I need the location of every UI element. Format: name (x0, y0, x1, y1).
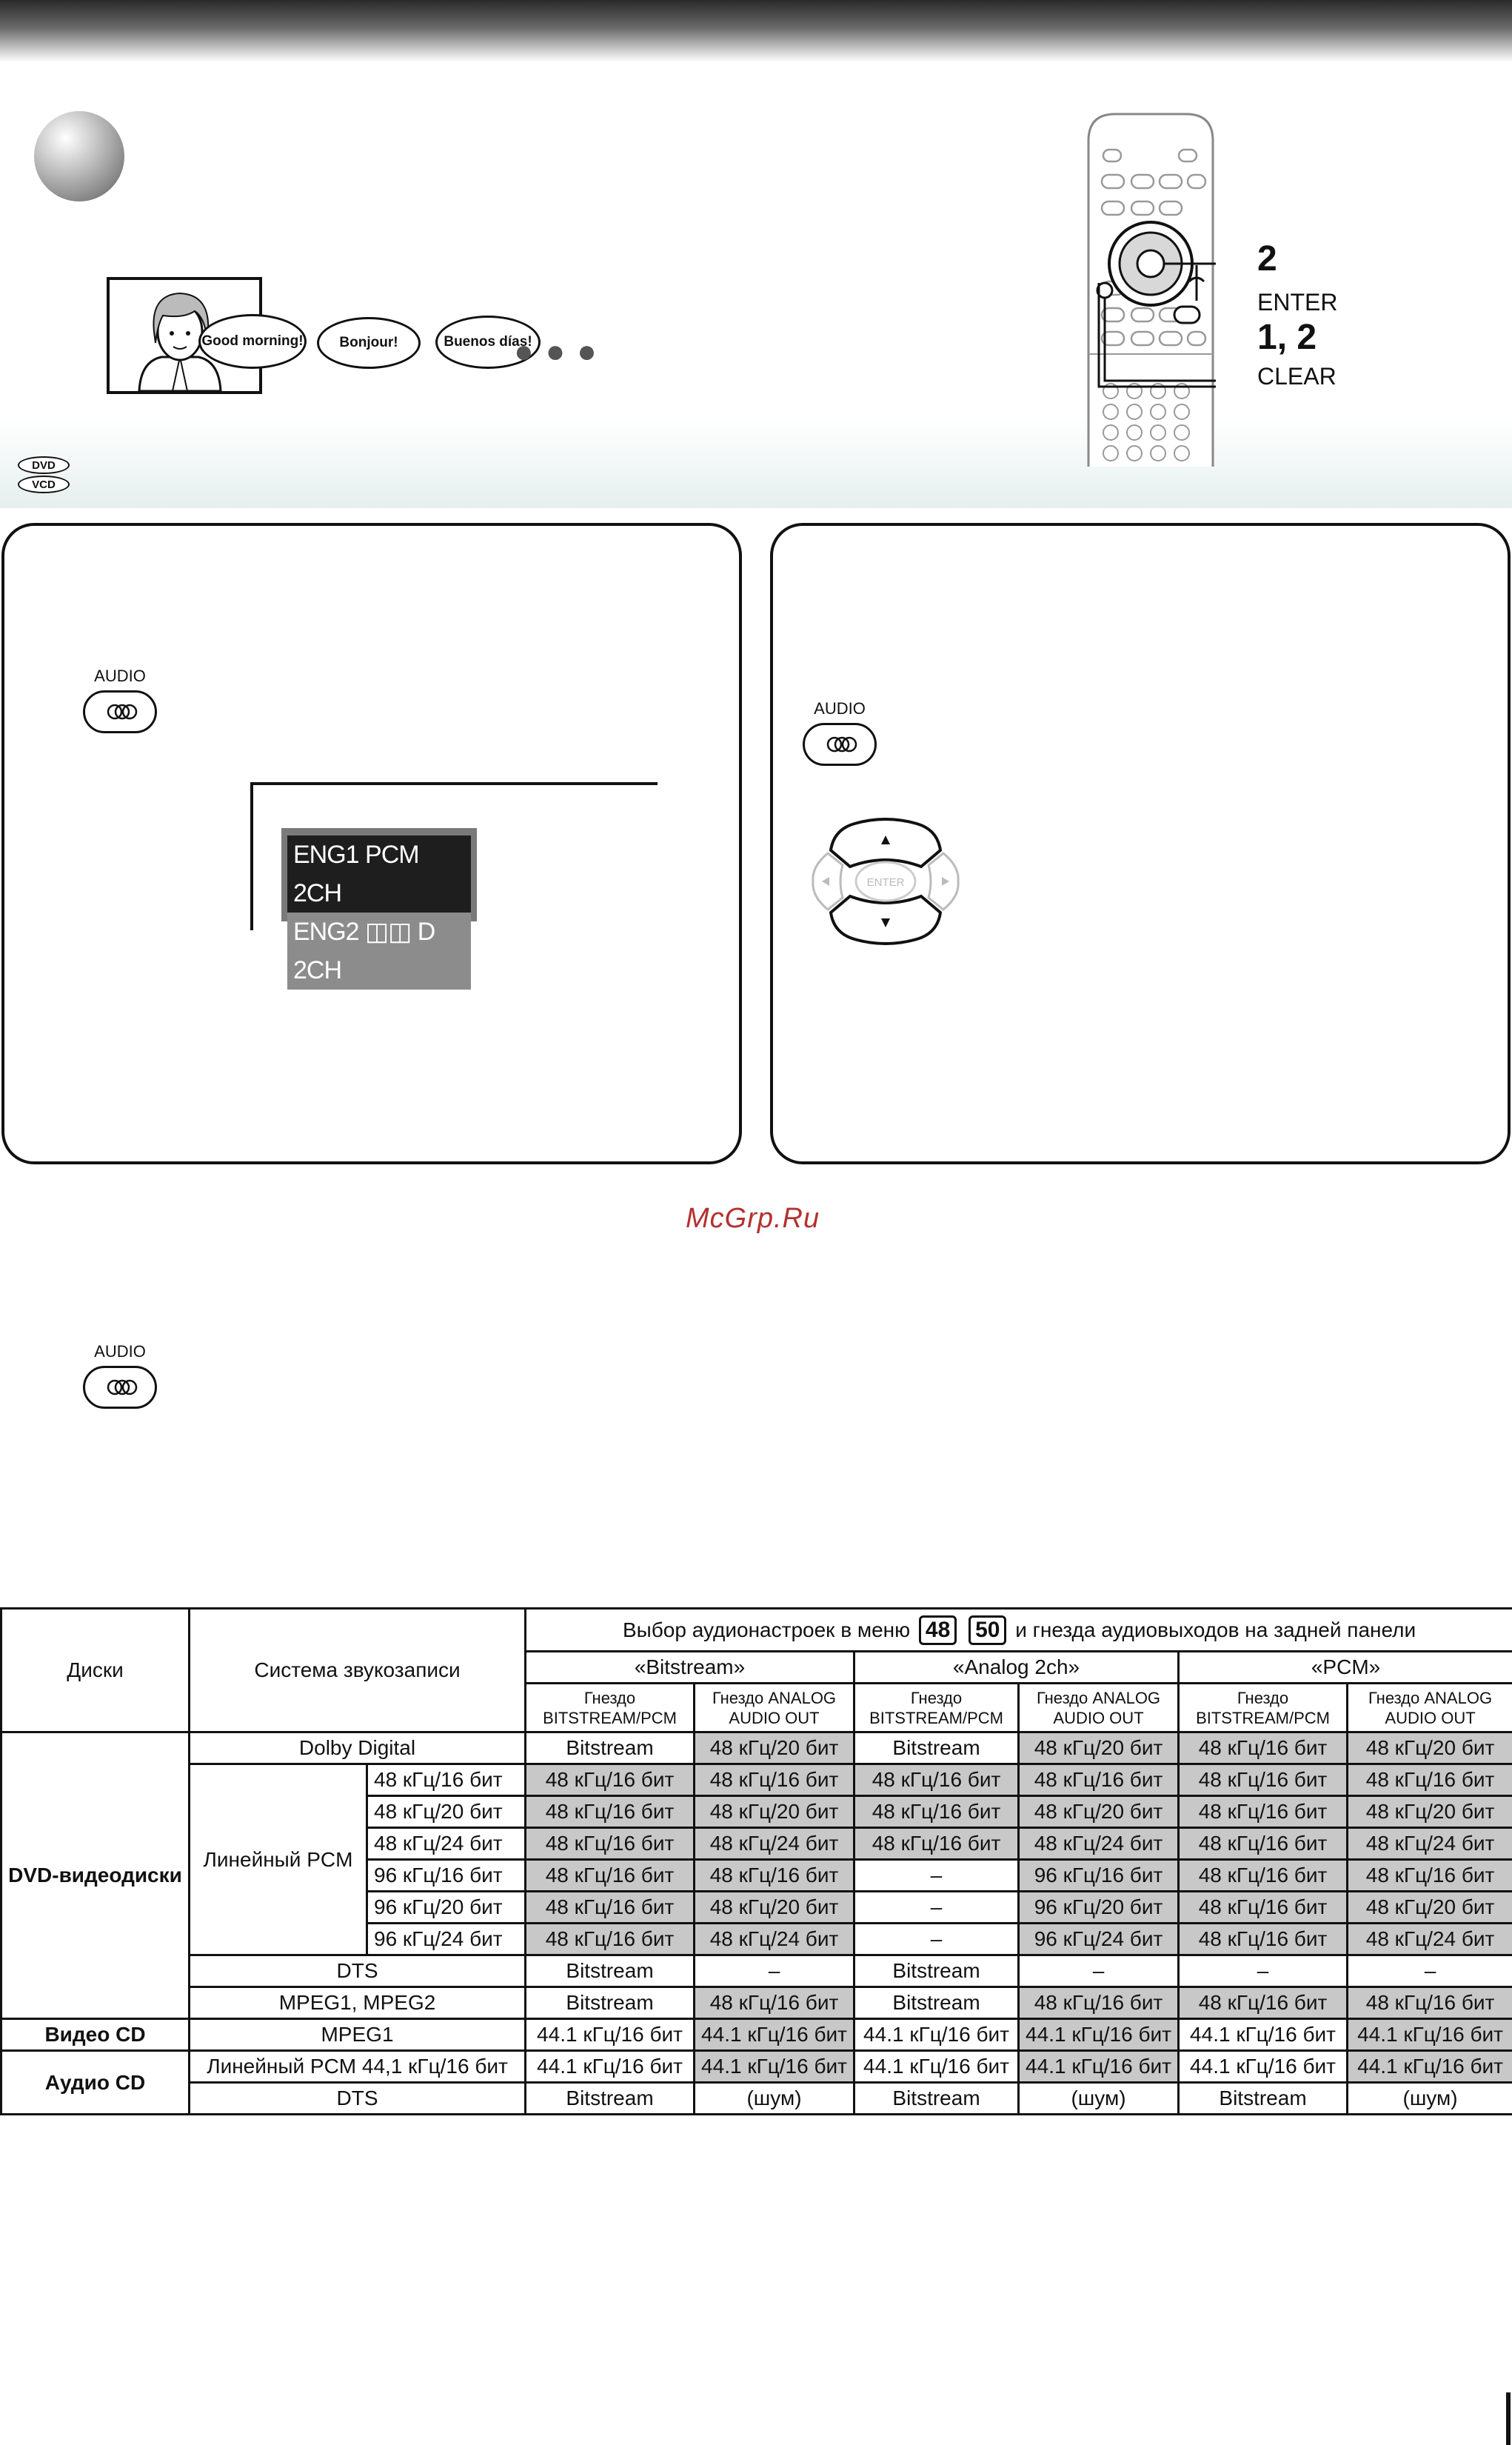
watermark-text: McGrp.Ru (686, 1203, 820, 1234)
value-cell: 48 кГц/16 бит (1179, 1732, 1348, 1764)
system-cell: MPEG1 (190, 2019, 526, 2051)
enter-label: ENTER (866, 876, 905, 889)
value-cell: 48 кГц/16 бит (1348, 1764, 1512, 1796)
value-cell: 48 кГц/16 бит (526, 1796, 695, 1828)
osd-alternate-track: ENG2 ◫◫ D 2CH (287, 913, 471, 990)
value-cell: 48 кГц/16 бит (1019, 1764, 1179, 1796)
value-cell: 48 кГц/16 бит (526, 1764, 695, 1796)
value-cell: 96 кГц/16 бит (1019, 1860, 1179, 1892)
caption-prefix: Выбор аудионастроек в меню (622, 1618, 911, 1641)
value-cell: 44.1 кГц/16 бит (695, 2019, 854, 2051)
value-cell: 44.1 кГц/16 бит (1179, 2019, 1348, 2051)
value-cell: 48 кГц/16 бит (854, 1764, 1019, 1796)
value-cell: 48 кГц/24 бит (695, 1924, 854, 1955)
value-cell: 48 кГц/24 бит (695, 1828, 854, 1860)
value-cell: – (854, 1892, 1019, 1924)
value-cell: 48 кГц/16 бит (1019, 1987, 1179, 2019)
value-cell: Bitstream (1179, 2083, 1348, 2115)
value-cell: 48 кГц/20 бит (1348, 1892, 1512, 1924)
menu-badge-48: 48 (919, 1615, 957, 1645)
value-cell: Bitstream (854, 1732, 1019, 1764)
value-cell: 48 кГц/24 бит (1348, 1828, 1512, 1860)
value-cell: 96 кГц/24 бит (1019, 1924, 1179, 1955)
value-cell: 48 кГц/16 бит (1179, 1987, 1348, 2019)
callout-step-1-2: 1, 2 (1257, 318, 1317, 357)
system-cell: 96 кГц/16 бит (367, 1860, 526, 1892)
sub-bitstream-jack: Гнездо BITSTREAM/PCM (526, 1684, 695, 1732)
disc-dvd-video: DVD-видеодиски (1, 1732, 190, 2019)
top-header-bar (0, 0, 1512, 62)
value-cell: Bitstream (526, 1955, 695, 1987)
value-cell: 48 кГц/16 бит (526, 1924, 695, 1955)
system-cell: 48 кГц/24 бит (367, 1828, 526, 1860)
system-cell: 48 кГц/16 бит (367, 1764, 526, 1796)
table-row (1, 1764, 1512, 1796)
sub-bitstream-jack: Гнездо BITSTREAM/PCM (1179, 1684, 1348, 1732)
value-cell: 44.1 кГц/16 бит (1348, 2019, 1512, 2051)
value-cell: 48 кГц/16 бит (1179, 1892, 1348, 1924)
table-row (1, 1955, 1512, 1987)
value-cell: 48 кГц/16 бит (695, 1764, 854, 1796)
linear-pcm-label: Линейный PCM (190, 1764, 367, 1955)
value-cell: 48 кГц/16 бит (854, 1828, 1019, 1860)
page-edge-mark (1506, 2392, 1511, 2445)
value-cell: 44.1 кГц/16 бит (1179, 2051, 1348, 2083)
value-cell: 48 кГц/16 бит (1348, 1987, 1512, 2019)
value-cell: (шум) (1019, 2083, 1179, 2115)
value-cell: (шум) (1348, 2083, 1512, 2115)
value-cell: 48 кГц/16 бит (1348, 1860, 1512, 1892)
group-bitstream: «Bitstream» (526, 1652, 854, 1684)
system-cell: 96 кГц/20 бит (367, 1892, 526, 1924)
value-cell: – (854, 1924, 1019, 1955)
table-row (1, 1732, 1512, 1764)
value-cell: – (1179, 1955, 1348, 1987)
value-cell: 48 кГц/16 бит (1179, 1860, 1348, 1892)
value-cell: 48 кГц/20 бит (1348, 1796, 1512, 1828)
value-cell: 44.1 кГц/16 бит (526, 2019, 695, 2051)
value-cell: – (695, 1955, 854, 1987)
value-cell: – (1019, 1955, 1179, 1987)
system-cell: DTS (190, 2083, 526, 2115)
value-cell: 48 кГц/20 бит (1348, 1732, 1512, 1764)
value-cell: Bitstream (854, 1987, 1019, 2019)
value-cell: – (854, 1860, 1019, 1892)
system-cell: 48 кГц/20 бит (367, 1796, 526, 1828)
audio-output-table (0, 1607, 1512, 2115)
audio-button-right[interactable] (801, 699, 878, 766)
system-cell: MPEG1, MPEG2 (190, 1987, 526, 2019)
audio-button-left[interactable] (81, 667, 158, 733)
value-cell: 48 кГц/24 бит (1019, 1828, 1179, 1860)
header-caption (526, 1609, 1512, 1652)
value-cell: 48 кГц/20 бит (1019, 1732, 1179, 1764)
value-cell: 48 кГц/16 бит (1179, 1828, 1348, 1860)
value-cell: 48 кГц/16 бит (1179, 1924, 1348, 1955)
sub-analog-jack: Гнездо ANALOG AUDIO OUT (1348, 1684, 1512, 1732)
value-cell: 48 кГц/16 бит (526, 1892, 695, 1924)
table-row (1, 1987, 1512, 2019)
sub-bitstream-jack: Гнездо BITSTREAM/PCM (854, 1684, 1019, 1732)
audio-osd-display (281, 828, 477, 984)
value-cell: 48 кГц/16 бит (526, 1828, 695, 1860)
value-cell: 48 кГц/20 бит (1019, 1796, 1179, 1828)
system-cell: Dolby Digital (190, 1732, 526, 1764)
audio-button-label: AUDIO (94, 1342, 146, 1361)
value-cell: 48 кГц/20 бит (695, 1732, 854, 1764)
value-cell: 44.1 кГц/16 бит (1019, 2051, 1179, 2083)
vcd-disc-icon: VCD (18, 476, 70, 493)
value-cell: Bitstream (526, 2083, 695, 2115)
speech-bubble-english: Good morning! (198, 314, 307, 369)
value-cell: 48 кГц/16 бит (854, 1796, 1019, 1828)
audio-circles-icon (83, 1366, 157, 1409)
value-cell: 44.1 кГц/16 бит (526, 2051, 695, 2083)
section-bullet-sphere (34, 111, 124, 201)
header-recording-system: Система звукозаписи (190, 1609, 526, 1732)
table-row (1, 2019, 1512, 2051)
direction-pad-illustration[interactable] (797, 807, 974, 955)
value-cell: 48 кГц/16 бит (526, 1860, 695, 1892)
callout-enter: ENTER (1257, 289, 1338, 316)
value-cell: 44.1 кГц/16 бит (854, 2051, 1019, 2083)
caption-suffix: и гнезда аудиовыходов на задней панели (1015, 1618, 1416, 1641)
sub-analog-jack: Гнездо ANALOG AUDIO OUT (695, 1684, 854, 1732)
system-cell: 96 кГц/24 бит (367, 1924, 526, 1955)
audio-button-lower[interactable] (81, 1342, 158, 1409)
table-row (1, 2051, 1512, 2083)
audio-circles-icon (83, 690, 157, 733)
menu-badge-50: 50 (969, 1615, 1006, 1645)
sub-analog-jack: Гнездо ANALOG AUDIO OUT (1019, 1684, 1179, 1732)
value-cell: 48 кГц/16 бит (695, 1987, 854, 2019)
disc-video-cd: Видео CD (1, 2019, 190, 2051)
audio-button-label: AUDIO (814, 699, 866, 718)
audio-button-label: AUDIO (94, 667, 146, 685)
disc-audio-cd: Аудио CD (1, 2051, 190, 2115)
dvd-disc-icon: DVD (18, 456, 70, 474)
callout-step-2: 2 (1257, 239, 1277, 278)
header-discs: Диски (1, 1609, 190, 1732)
value-cell: 44.1 кГц/16 бит (1019, 2019, 1179, 2051)
value-cell: Bitstream (854, 1955, 1019, 1987)
value-cell: 44.1 кГц/16 бит (854, 2019, 1019, 2051)
speech-bubble-spanish: Buenos días! (435, 316, 541, 369)
value-cell: 96 кГц/20 бит (1019, 1892, 1179, 1924)
value-cell: 48 кГц/24 бит (1348, 1924, 1512, 1955)
system-cell: DTS (190, 1955, 526, 1987)
value-cell: Bitstream (526, 1987, 695, 2019)
value-cell: 48 кГц/16 бит (695, 1860, 854, 1892)
value-cell: – (1348, 1955, 1512, 1987)
osd-selected-track: ENG1 PCM 2CH (287, 835, 471, 913)
value-cell: 48 кГц/16 бит (1179, 1796, 1348, 1828)
system-cell: Линейный PCM 44,1 кГц/16 бит (190, 2051, 526, 2083)
group-analog-2ch: «Analog 2ch» (854, 1652, 1179, 1684)
value-cell: 44.1 кГц/16 бит (1348, 2051, 1512, 2083)
value-cell: 48 кГц/16 бит (1179, 1764, 1348, 1796)
ellipsis-dots: ●●● (514, 333, 609, 370)
callout-clear: CLEAR (1257, 363, 1337, 390)
value-cell: Bitstream (854, 2083, 1019, 2115)
speech-bubble-french: Bonjour! (317, 317, 421, 369)
value-cell: Bitstream (526, 1732, 695, 1764)
audio-circles-icon (803, 723, 877, 766)
value-cell: 48 кГц/20 бит (695, 1892, 854, 1924)
group-pcm: «PCM» (1179, 1652, 1512, 1684)
table-row (1, 2083, 1512, 2115)
value-cell: 44.1 кГц/16 бит (695, 2051, 854, 2083)
value-cell: (шум) (695, 2083, 854, 2115)
remote-control-illustration (1086, 111, 1216, 467)
value-cell: 48 кГц/20 бит (695, 1796, 854, 1828)
